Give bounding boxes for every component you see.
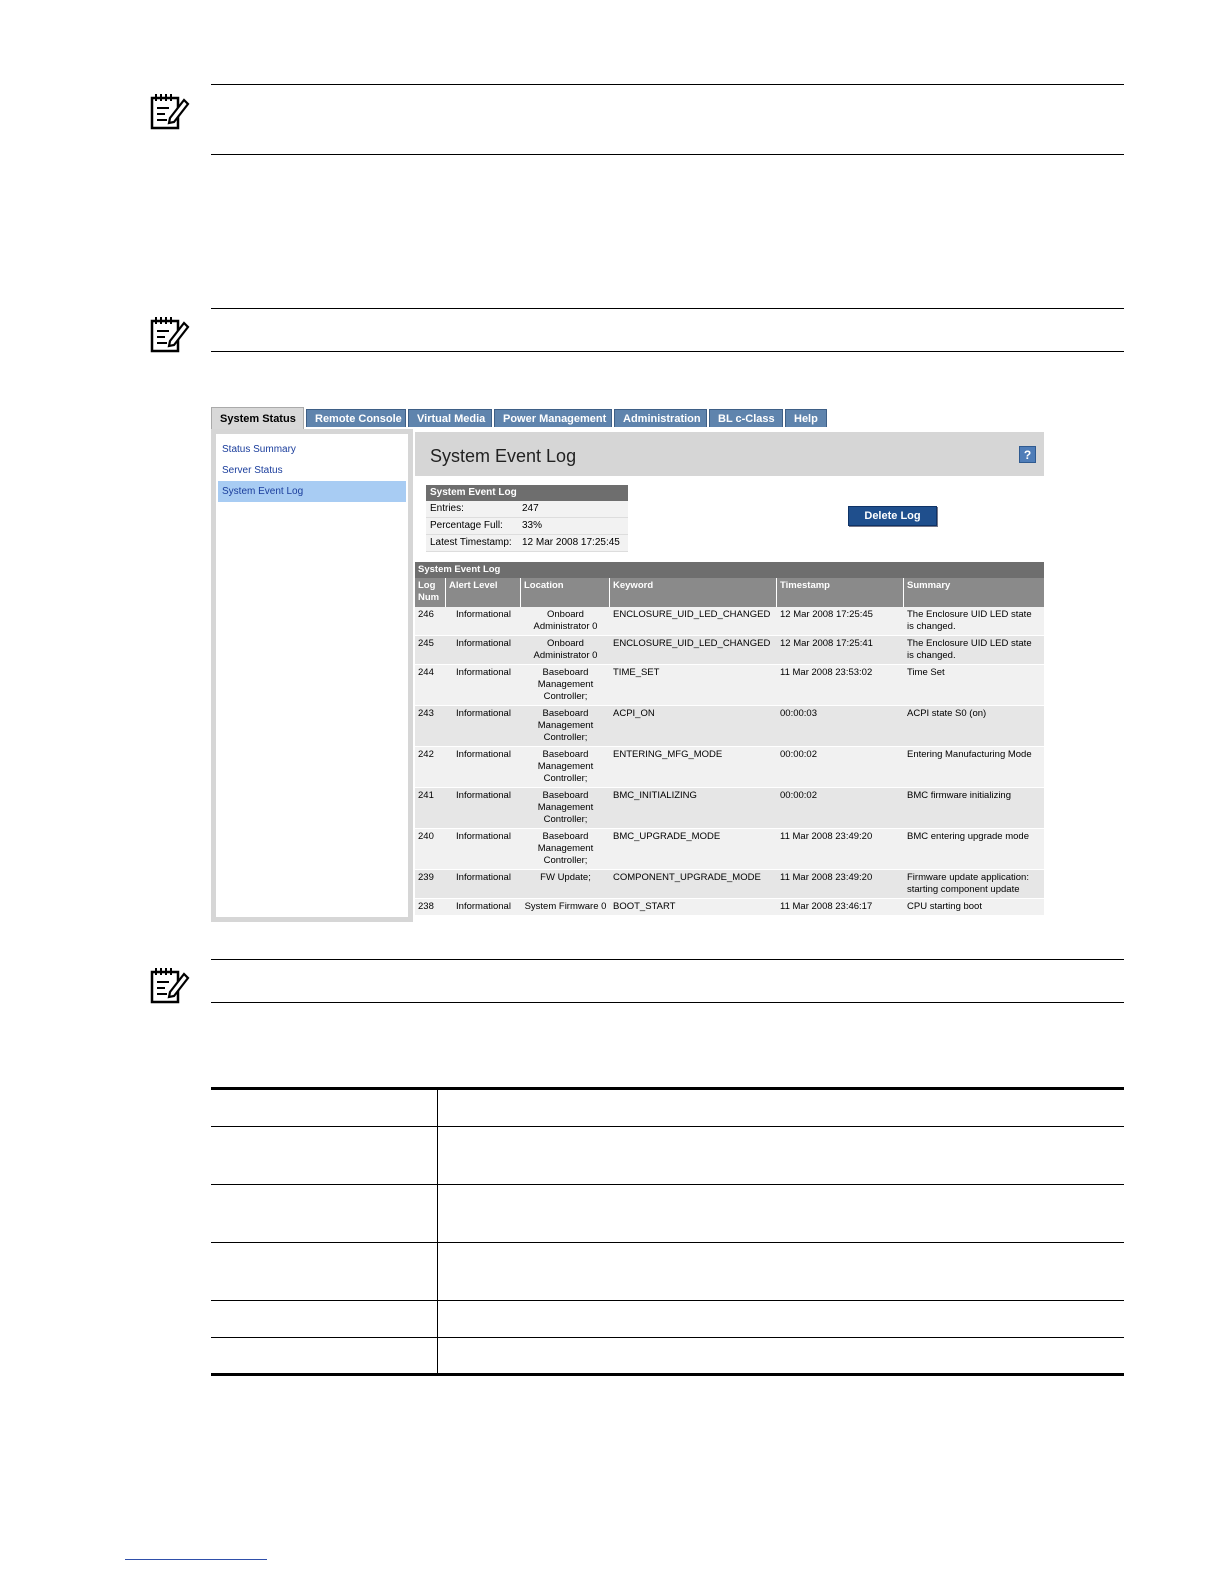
table-row xyxy=(211,1185,1124,1243)
log-column-headers xyxy=(415,578,1044,607)
cell-summary: The Enclosure UID LED state is changed. xyxy=(907,638,1032,661)
tab-help[interactable]: Help xyxy=(785,409,827,427)
col-header-timestamp[interactable]: Timestamp xyxy=(777,578,904,607)
event-log-table xyxy=(415,562,1044,916)
cell-alert-level: Informational xyxy=(456,609,511,620)
cell-summary: Time Set xyxy=(907,667,945,678)
cell-timestamp: 11 Mar 2008 23:49:20 xyxy=(780,872,873,883)
cell-keyword: BMC_INITIALIZING xyxy=(613,790,697,801)
cell-log-num: 242 xyxy=(418,749,434,760)
col-header-keyword[interactable]: Keyword xyxy=(610,578,777,607)
cell-keyword: COMPONENT_UPGRADE_MODE xyxy=(613,872,761,883)
reference-table xyxy=(211,1087,1124,1376)
cell-log-num: 239 xyxy=(418,872,434,883)
table-row xyxy=(211,1338,1124,1376)
main-panel xyxy=(415,429,1044,922)
col-header-log-num[interactable]: Log Num xyxy=(415,578,446,607)
table-row xyxy=(211,1301,1124,1338)
ilo-screenshot xyxy=(211,407,1044,922)
note-icon xyxy=(150,966,190,1006)
note-icon xyxy=(150,315,190,355)
table-row xyxy=(415,607,1044,636)
cell-log-num: 241 xyxy=(418,790,434,801)
table-row xyxy=(415,747,1044,788)
cell-keyword: ENCLOSURE_UID_LED_CHANGED xyxy=(613,609,771,620)
tab-bar xyxy=(211,407,1044,429)
summary-row xyxy=(426,535,628,552)
cell-keyword: ENCLOSURE_UID_LED_CHANGED xyxy=(613,638,771,649)
cell-log-num: 244 xyxy=(418,667,434,678)
help-icon[interactable]: ? xyxy=(1019,446,1036,463)
cell-location: FW Update; xyxy=(540,872,591,883)
cell-alert-level: Informational xyxy=(456,667,511,678)
cell-timestamp: 11 Mar 2008 23:46:17 xyxy=(780,901,873,912)
cell-alert-level: Informational xyxy=(456,749,511,760)
cell-alert-level: Informational xyxy=(456,790,511,801)
cell-alert-level: Informational xyxy=(456,901,511,912)
note-bottom-rule xyxy=(211,154,1124,155)
tab-remote-console[interactable]: Remote Console xyxy=(306,409,406,427)
col-header-location[interactable]: Location xyxy=(521,578,610,607)
table-row xyxy=(415,899,1044,916)
cell-alert-level: Informational xyxy=(456,872,511,883)
cell-location: Baseboard Management Controller; xyxy=(537,667,594,702)
sidebar-item-status-summary[interactable]: Status Summary xyxy=(222,444,296,455)
cell-keyword: ENTERING_MFG_MODE xyxy=(613,749,723,760)
note-bottom-rule xyxy=(211,351,1124,352)
cell-timestamp: 00:00:02 xyxy=(780,790,817,801)
cell-log-num: 238 xyxy=(418,901,434,912)
cell-location: Baseboard Management Controller; xyxy=(537,749,594,784)
cell-timestamp: 11 Mar 2008 23:49:20 xyxy=(780,831,873,842)
cell-location: Baseboard Management Controller; xyxy=(537,790,594,825)
summary-value: 12 Mar 2008 17:25:45 xyxy=(522,537,620,548)
cell-timestamp: 11 Mar 2008 23:53:02 xyxy=(780,667,873,678)
log-summary-box xyxy=(426,485,628,552)
note-top-rule xyxy=(211,84,1124,85)
table-row xyxy=(211,1127,1124,1185)
cell-timestamp: 12 Mar 2008 17:25:41 xyxy=(780,638,873,649)
cell-timestamp: 12 Mar 2008 17:25:45 xyxy=(780,609,873,620)
cell-timestamp: 00:00:03 xyxy=(780,708,817,719)
summary-label: Entries: xyxy=(430,503,464,514)
cell-summary: Firmware update application: starting component update xyxy=(907,872,1029,895)
title-bar xyxy=(415,432,1044,476)
table-row xyxy=(415,829,1044,870)
note-bottom-rule xyxy=(211,1002,1124,1003)
col-header-alert-level[interactable]: Alert Level xyxy=(446,578,521,607)
note-top-rule xyxy=(211,308,1124,309)
page-title: System Event Log xyxy=(430,446,577,466)
cell-log-num: 240 xyxy=(418,831,434,842)
cell-log-num: 246 xyxy=(418,609,434,620)
cell-location: Baseboard Management Controller; xyxy=(537,831,594,866)
sidebar xyxy=(211,429,413,922)
summary-label: Percentage Full: xyxy=(430,520,503,531)
cell-log-num: 245 xyxy=(418,638,434,649)
summary-row xyxy=(426,518,628,535)
cell-log-num: 243 xyxy=(418,708,434,719)
log-table-header: System Event Log xyxy=(415,562,1044,578)
note-icon xyxy=(150,92,190,132)
footer-link-underline xyxy=(125,1559,267,1560)
table-row xyxy=(415,706,1044,747)
summary-row xyxy=(426,501,628,518)
col-header-summary[interactable]: Summary xyxy=(907,580,951,591)
cell-alert-level: Informational xyxy=(456,831,511,842)
tab-power-management[interactable]: Power Management xyxy=(494,409,612,427)
cell-timestamp: 00:00:02 xyxy=(780,749,817,760)
cell-summary: CPU starting boot xyxy=(907,901,982,912)
cell-summary: The Enclosure UID LED state is changed. xyxy=(907,609,1032,632)
cell-summary: ACPI state S0 (on) xyxy=(907,708,987,719)
summary-value: 247 xyxy=(522,503,539,514)
cell-keyword: ACPI_ON xyxy=(613,708,655,719)
cell-keyword: TIME_SET xyxy=(613,667,660,678)
cell-location: Baseboard Management Controller; xyxy=(537,708,594,743)
summary-header: System Event Log xyxy=(426,485,628,501)
table-row xyxy=(211,1090,1124,1127)
table-row xyxy=(211,1243,1124,1301)
cell-alert-level: Informational xyxy=(456,638,511,649)
cell-summary: BMC firmware initializing xyxy=(907,790,1011,801)
table-row xyxy=(415,665,1044,706)
tab-virtual-media[interactable]: Virtual Media xyxy=(408,409,492,427)
tab-administration[interactable]: Administration xyxy=(614,409,707,427)
cell-location: Onboard Administrator 0 xyxy=(533,638,598,661)
summary-label: Latest Timestamp: xyxy=(430,537,512,548)
table-row xyxy=(415,788,1044,829)
cell-location: System Firmware 0 xyxy=(524,901,607,912)
sidebar-item-server-status[interactable]: Server Status xyxy=(222,465,283,476)
cell-keyword: BOOT_START xyxy=(613,901,676,912)
cell-keyword: BMC_UPGRADE_MODE xyxy=(613,831,721,842)
sidebar-item-system-event-log[interactable]: System Event Log xyxy=(218,481,406,502)
cell-summary: BMC entering upgrade mode xyxy=(907,831,1029,842)
summary-value: 33% xyxy=(522,520,543,531)
tab-bl-c-class[interactable]: BL c-Class xyxy=(709,409,783,427)
log-rows xyxy=(415,607,1044,916)
note-top-rule xyxy=(211,959,1124,960)
tab-system-status[interactable]: System Status xyxy=(211,407,304,429)
table-row xyxy=(415,636,1044,665)
table-row xyxy=(415,870,1044,899)
cell-location: Onboard Administrator 0 xyxy=(533,609,598,632)
delete-log-button[interactable]: Delete Log xyxy=(848,506,937,526)
cell-alert-level: Informational xyxy=(456,708,511,719)
cell-summary: Entering Manufacturing Mode xyxy=(907,749,1032,760)
